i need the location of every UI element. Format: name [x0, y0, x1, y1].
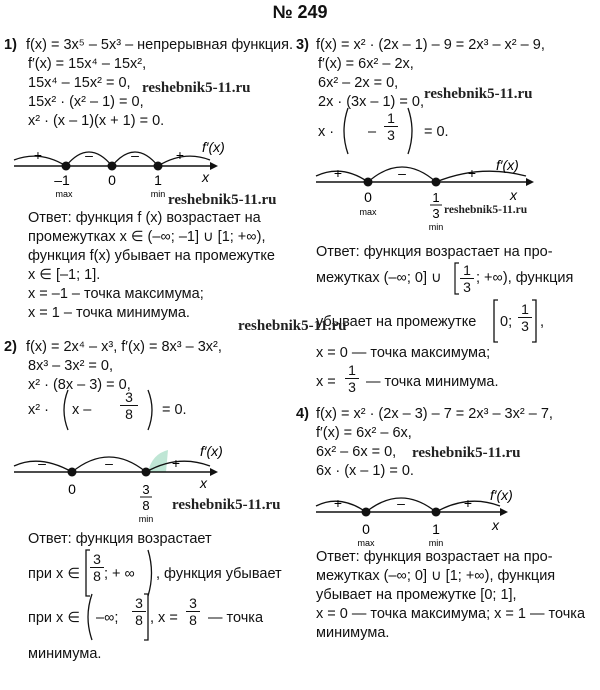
p1-min-label: min [150, 189, 166, 199]
p2-line-4b: = 0. [162, 402, 187, 418]
p4-point-one [432, 508, 441, 517]
p1-tick-minus-one: –1 [54, 172, 70, 188]
p2-answer-2b: ; + ∞ [104, 566, 135, 582]
p2-answer-frac-1-den: 8 [90, 567, 104, 584]
p1-answer-1: Ответ: функция f (x) возрастает на [28, 210, 261, 226]
p3-frac-num: 1 [387, 110, 395, 126]
p1-point-zero [108, 162, 117, 171]
watermark-1: reshebnik5-11.ru [142, 80, 251, 96]
p3-answer-2b: ; +∞), функция [476, 270, 574, 286]
p3-answer-frac-3-num: 1 [348, 362, 356, 378]
problem-3-number: 3) [296, 37, 309, 53]
p4-axis-arrow [500, 508, 508, 516]
p4-answer-2: межутках (–∞; 0] ∪ [1; +∞), функция [316, 568, 556, 584]
p1-max-label: max [55, 189, 73, 199]
p2-tick-num: 3 [142, 482, 150, 497]
p2-sign-diagram [0, 432, 300, 537]
p4-sign-diagram [300, 478, 600, 553]
p3-answer-frac-1-num: 1 [463, 262, 471, 278]
p1-line-2: f′(x) = 15x⁴ – 15x², [28, 56, 147, 72]
p4-sign-3: + [463, 495, 473, 511]
p2-derivative-label: f′(x) [200, 443, 223, 459]
p2-tick-zero: 0 [68, 481, 76, 497]
watermark-7: reshebnik5-11.ru [172, 497, 281, 513]
p3-answer-frac-2-den: 3 [518, 317, 532, 334]
p3-answer-frac-1-den: 3 [460, 278, 474, 295]
p1-sign-1: + [33, 147, 43, 163]
p1-point-minus-one [62, 162, 71, 171]
p2-answer-4: минимума. [28, 646, 102, 662]
p2-sign-3: + [171, 455, 181, 471]
p2-answer-frac-3-den: 8 [186, 611, 200, 628]
p4-sign-1: + [333, 495, 343, 511]
p2-answer-3d: — точка [208, 610, 264, 626]
p3-tick-den: 3 [432, 206, 440, 221]
p1-sign-2: – [85, 147, 93, 163]
p4-max-label: max [357, 538, 375, 548]
p3-tick-num: 1 [432, 190, 440, 205]
p3-min-label: min [428, 222, 444, 232]
p1-tick-zero: 0 [108, 172, 116, 188]
p3-fraction [384, 110, 398, 143]
p1-derivative-label: f′(x) [202, 139, 225, 155]
p4-line-3: 6x² – 6x = 0, [316, 444, 397, 460]
p4-answer-1: Ответ: функция возрастает на про- [316, 549, 553, 565]
p3-frac-den: 3 [384, 126, 398, 143]
p3-paren [340, 106, 420, 156]
p2-line-3: x² · (8x – 3) = 0, [28, 377, 131, 393]
p3-answer-3c: , [540, 314, 545, 330]
p1-answer-3: функция f(x) убывает на промежутке [28, 248, 275, 264]
p3-answer-3b: 0; [500, 314, 513, 330]
p2-axis-arrow [210, 468, 218, 476]
p3-answer-3a: убывает на промежутке [316, 314, 477, 330]
p3-sign-diagram [300, 152, 600, 247]
p2-answer-2a: при x ∈ [28, 566, 80, 582]
p3-tick-zero: 0 [364, 189, 372, 205]
p4-axis-variable: x [492, 517, 499, 533]
p4-derivative-label: f′(x) [490, 487, 513, 503]
p3-line-2: f′(x) = 6x² – 2x, [318, 56, 414, 72]
p2-line-4x: x – [72, 402, 92, 418]
watermark-2: reshebnik5-11.ru [424, 86, 533, 102]
p1-line-1: f(x) = 3x⁵ – 5x³ – непрерывная функция. [26, 37, 294, 53]
p1-point-one [154, 162, 163, 171]
problem-2-number: 2) [4, 339, 17, 355]
p4-sign-2: – [397, 495, 405, 511]
p2-point-zero [68, 468, 77, 477]
p2-answer-2c: , функция убывает [156, 566, 282, 582]
p2-answer-3a: при x ∈ [28, 610, 80, 626]
p4-tick-one: 1 [432, 521, 440, 537]
p2-line-4a: x² · [28, 402, 49, 418]
watermark-6: reshebnik5-11.ru [412, 445, 521, 461]
problem-1-number: 1) [4, 37, 17, 53]
p3-axis-variable: x [510, 187, 517, 203]
p1-line-3: 15x⁴ – 15x² = 0, [28, 75, 131, 91]
p4-answer-5: минимума. [316, 625, 390, 641]
p3-sign-2: – [398, 165, 406, 181]
p3-point-one-third [432, 178, 441, 187]
p4-min-label: min [428, 538, 444, 548]
p3-answer-5a: x = [316, 374, 336, 390]
p2-answer-frac-2-num: 3 [135, 595, 143, 611]
p3-derivative-label: f′(x) [496, 157, 519, 173]
p2-point-three-eighths [142, 468, 151, 477]
p3-bracket-a [453, 262, 463, 296]
p3-line-5c: = 0. [424, 124, 449, 140]
p3-line-5b: – [368, 124, 377, 140]
p3-answer-frac-2-num: 1 [521, 301, 529, 317]
p4-line-4: 6x · (x – 1) = 0. [316, 463, 414, 479]
p1-line-4: 15x² · (x² – 1) = 0, [28, 94, 144, 110]
p1-answer-5: x = –1 – точка максимума; [28, 286, 204, 302]
p2-frac-den: 8 [120, 405, 138, 422]
p4-point-zero [362, 508, 371, 517]
p2-answer-fraction-3 [186, 595, 200, 628]
watermark-5: reshebnik5-11.ru [238, 318, 347, 334]
problem-4-number: 4) [296, 406, 309, 422]
p1-answer-2: промежутках x ∈ (–∞; –1] ∪ [1; +∞), [28, 229, 266, 245]
p2-answer-fraction-2 [132, 595, 146, 628]
p2-answer-frac-2-den: 8 [132, 611, 146, 628]
p4-line-2: f′(x) = 6x² – 6x, [316, 425, 412, 441]
p2-fraction [120, 389, 138, 422]
p3-answer-1: Ответ: функция возрастает на про- [316, 244, 553, 260]
p3-answer-2a: межутках (–∞; 0] ∪ [316, 270, 442, 286]
p3-sign-1: + [333, 165, 343, 181]
p2-tick-den: 8 [142, 498, 150, 513]
page-title: № 249 [272, 2, 328, 22]
p3-sign-3: + [467, 165, 477, 181]
p3-answer-frac-3-den: 3 [345, 378, 359, 395]
p3-max-label: max [359, 207, 377, 217]
p3-line-3: 6x² – 2x = 0, [318, 75, 399, 91]
p1-answer-4: x ∈ [–1; 1]. [28, 267, 101, 283]
p1-axis-arrow [210, 162, 218, 170]
p3-answer-fraction-3 [345, 362, 359, 395]
p3-answer-4: x = 0 — точка максимума; [316, 345, 491, 361]
watermark-3: reshebnik5-11.ru [168, 192, 277, 208]
p4-line-1: f(x) = x² · (2x – 3) – 7 = 2x³ – 3x² – 7, [316, 406, 553, 422]
p1-answer-6: x = 1 – точка минимума. [28, 305, 190, 321]
p3-line-4: 2x · (3x – 1) = 0, [318, 94, 424, 110]
p2-answer-3c: , x = [150, 610, 178, 626]
p4-answer-3: убывает на промежутке [0; 1], [316, 587, 517, 603]
p3-line-1: f(x) = x² · (2x – 1) – 9 = 2x³ – x² – 9, [316, 37, 545, 53]
p3-answer-5b: — точка минимума. [366, 374, 499, 390]
p4-answer-4: x = 0 — точка максимума; x = 1 — точка [316, 606, 586, 622]
p1-sign-4: + [175, 147, 185, 163]
watermark-4: reshebnik5-11.ru [444, 204, 528, 216]
p2-axis-variable: x [200, 475, 207, 491]
p2-frac-num: 3 [125, 389, 133, 405]
p2-sign-1: – [38, 455, 46, 471]
p2-answer-frac-1-num: 3 [93, 551, 101, 567]
p3-point-zero [364, 178, 373, 187]
p1-sign-3: – [131, 147, 139, 163]
p4-tick-zero: 0 [362, 521, 370, 537]
p2-line-2: 8x³ – 3x² = 0, [28, 358, 114, 374]
p2-line-1: f(x) = 2x⁴ – x³, f′(x) = 8x³ – 3x², [26, 339, 222, 355]
p2-answer-fraction-1 [90, 551, 104, 584]
p3-answer-fraction-2 [518, 301, 532, 334]
p2-answer-frac-3-num: 3 [189, 595, 197, 611]
p3-axis-arrow [526, 178, 534, 186]
p1-tick-one: 1 [154, 172, 162, 188]
p2-answer-1: Ответ: функция возрастает [28, 531, 212, 547]
p3-line-5a: x · [318, 124, 335, 140]
p2-sign-2: – [105, 455, 113, 471]
p1-axis-variable: x [202, 169, 209, 185]
p2-answer-3b: –∞; [96, 610, 119, 626]
p1-line-5: x² · (x – 1)(x + 1) = 0. [28, 113, 165, 129]
p2-min-label: min [138, 514, 154, 524]
